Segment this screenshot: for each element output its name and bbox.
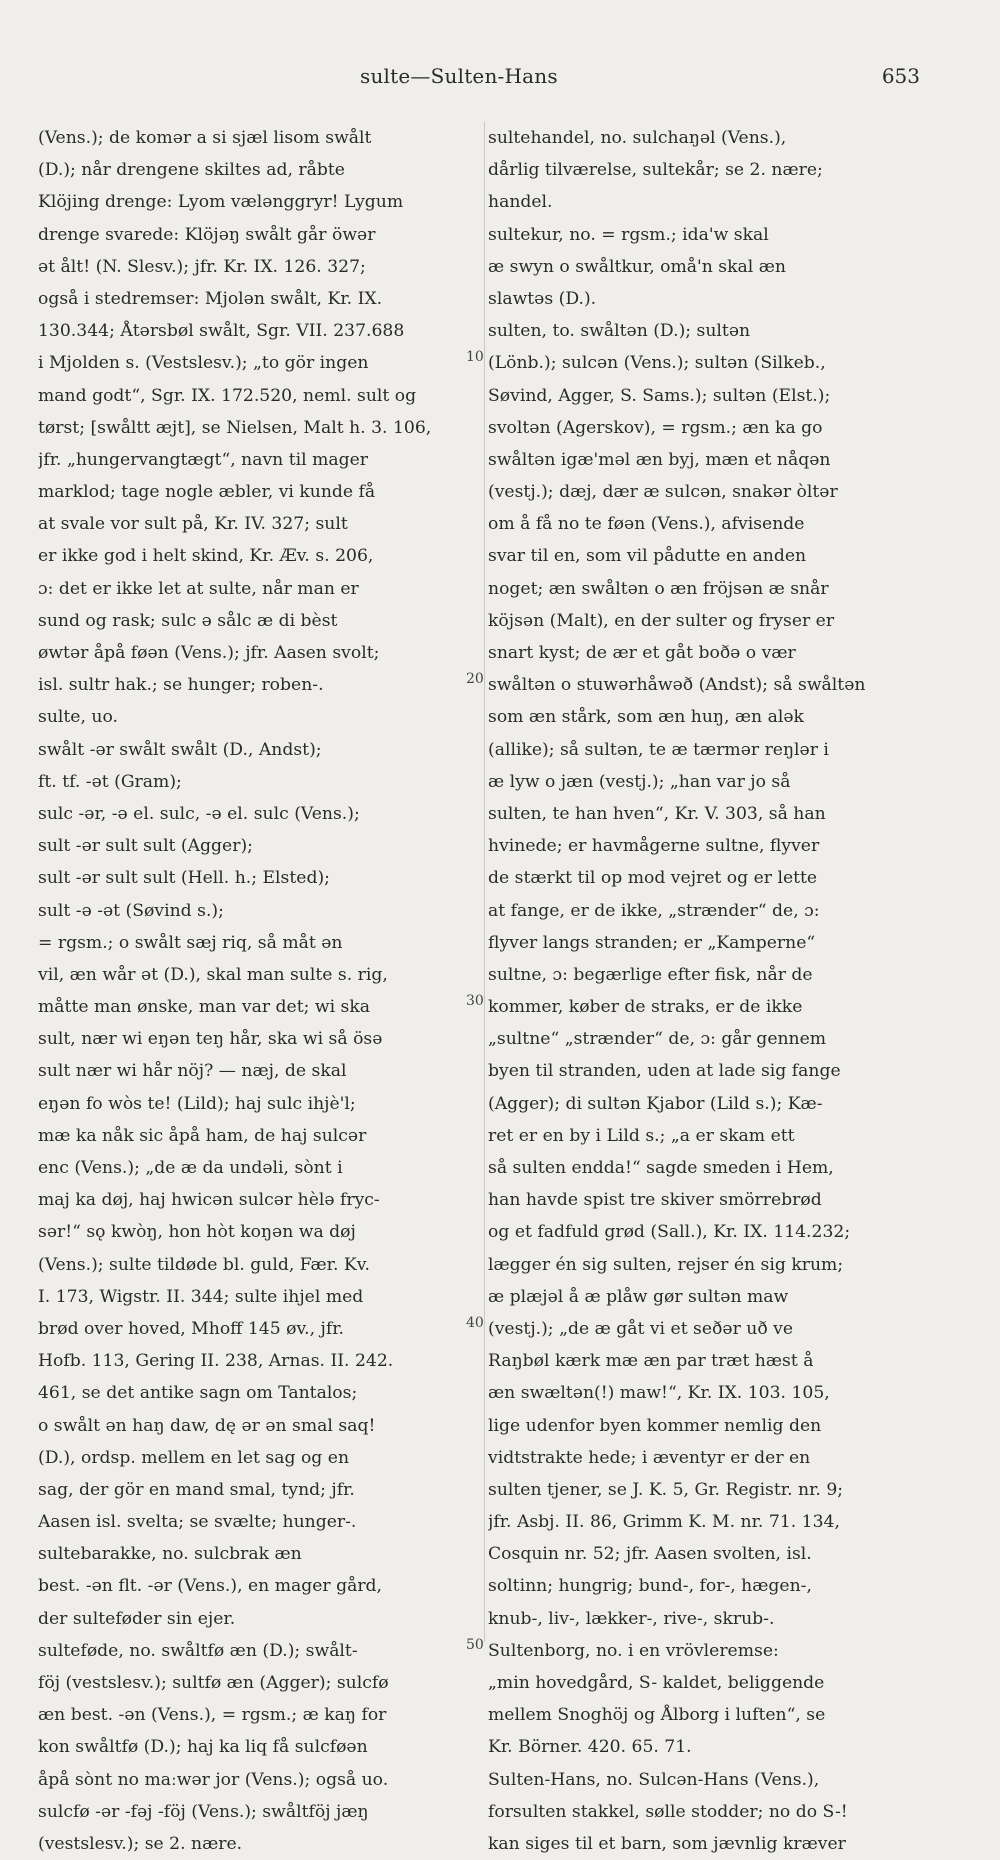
margin-line-number: 40: [466, 1315, 484, 1331]
page-header: [0, 64, 1000, 98]
text-line: kommer, køber de straks, er de ikke: [488, 997, 803, 1018]
text-line: sulten tjener, se J. K. 5, Gr. Registr. nr. 9;: [488, 1479, 844, 1500]
text-line: byen til stranden, uden at lade sig fange: [488, 1061, 841, 1082]
text-line: som æn stårk, som æn huŋ, æn alək: [488, 707, 804, 728]
text-line: sult nær wi hår nöj? — næj, de skal: [38, 1061, 347, 1082]
text-line: Cosquin nr. 52; jfr. Aasen svolten, isl.: [488, 1544, 812, 1565]
text-line: hvinede; er havmågerne sultne, flyver: [488, 836, 820, 857]
text-line: lige udenfor byen kommer nemlig den: [488, 1415, 822, 1436]
text-line: Sulten-Hans, no. Sulcən-Hans (Vens.),: [488, 1769, 820, 1790]
margin-line-number: 50: [466, 1637, 484, 1653]
text-line: sulten, to. swåltən (D.); sultən: [488, 321, 751, 342]
text-line: sag, der gör en mand smal, tynd; jfr.: [38, 1479, 355, 1500]
text-line: sultebarakke, no. sulcbrak æn: [38, 1544, 302, 1565]
text-line: jfr. Asbj. II. 86, Grimm K. M. nr. 71. 134,: [488, 1512, 840, 1533]
text-line: kon swåltfø (D.); haj ka liq få sulcføən: [38, 1737, 368, 1758]
text-line: kan siges til et barn, som jævnlig kræver: [488, 1833, 846, 1854]
text-line: swåltən o stuwərhåwəð (Andst); så swåltən: [488, 675, 866, 696]
text-line: sulteføde, no. swåltfø æn (D.); swålt-: [38, 1640, 358, 1661]
text-line: Kr. Börner. 420. 65. 71.: [488, 1737, 692, 1758]
text-line: sər!“ sǫ kwòŋ, hon hòt koŋən wa døj: [38, 1222, 356, 1243]
text-line: föj (vestslesv.); sultfø æn (Agger); sulcfø: [38, 1673, 389, 1693]
text-line: svar til en, som vil pådutte en anden: [488, 546, 807, 567]
text-line: dårlig tilværelse, sultekår; se 2. nære;: [488, 160, 823, 181]
text-line: at fange, er de ikke, „strænder“ de, ɔ:: [488, 900, 820, 921]
text-line: I. 173, Wigstr. II. 344; sulte ihjel med: [38, 1286, 364, 1307]
text-line: swålt -ər swålt swålt (D., Andst);: [38, 739, 322, 760]
text-line: flyver langs stranden; er „Kamperne“: [488, 932, 816, 953]
column-divider: [484, 122, 485, 1642]
text-line: jfr. „hungervangtægt“, navn til mager: [38, 449, 369, 470]
text-line: ɔ: det er ikke let at sulte, når man er: [38, 578, 359, 599]
text-line: ret er en by i Lild s.; „a er skam ett: [488, 1125, 795, 1146]
text-line: sultekur, no. = rgsm.; ida'w skal: [488, 224, 769, 245]
text-line: mellem Snoghöj og Ålborg i luften“, se: [488, 1705, 826, 1726]
text-line: soltinn; hungrig; bund-, for-, hægen-,: [488, 1576, 812, 1597]
text-line: så sulten endda!“ sagde smeden i Hem,: [488, 1158, 834, 1178]
text-line: lægger én sig sulten, rejser én sig krum;: [488, 1254, 844, 1275]
text-line: Sultenborg, no. i en vrövleremse:: [488, 1640, 779, 1661]
text-line: (D.); når drengene skiltes ad, råbte: [38, 160, 345, 181]
text-line: maj ka døj, haj hwicən sulcər hèlə fryc-: [38, 1190, 380, 1211]
text-line: sund og rask; sulc ə sålc æ di bèst: [38, 610, 338, 631]
text-line: slawtəs (D.).: [488, 288, 597, 309]
text-line: Søvind, Agger, S. Sams.); sultən (Elst.);: [488, 385, 831, 406]
text-line: best. -ən flt. -ər (Vens.), en mager gård,: [38, 1576, 383, 1597]
left-column: [38, 122, 490, 1860]
right-column: [488, 122, 928, 1860]
text-line: tørst; [swåltt æjt], se Nielsen, Malt h. 3. 106,: [38, 417, 432, 438]
text-line: de stærkt til op mod vejret og er lette: [488, 868, 818, 889]
text-line: sult -ə -ət (Søvind s.);: [38, 900, 224, 921]
text-line: drenge svarede: Klöjəŋ swålt går öwər: [38, 224, 376, 245]
text-line: mand godt“, Sgr. IX. 172.520, neml. sult og: [38, 385, 417, 406]
text-line: köjsən (Malt), en der sulter og fryser er: [488, 610, 835, 631]
text-line: vil, æn wår ət (D.), skal man sulte s. rig,: [38, 964, 388, 985]
text-line: mæ ka nåk sic åpå ham, de haj sulcər: [38, 1125, 367, 1146]
text-line: (Vens.); sulte tildøde bl. guld, Fær. Kv.: [38, 1254, 370, 1275]
text-line: sult, nær wi eŋən teŋ hår, ska wi så ösə: [38, 1029, 383, 1050]
text-line: (Vens.); de komər a si sjæl lisom swålt: [38, 128, 372, 148]
text-line: snart kyst; de ær et gåt boðə o vær: [488, 643, 796, 663]
text-line: sulc -ər, -ə el. sulc, -ə el. sulc (Vens.);: [38, 803, 360, 824]
text-line: øwtər åpå føən (Vens.); jfr. Aasen svolt;: [38, 643, 380, 663]
text-line: „min hovedgård, S- kaldet, beliggende: [488, 1673, 825, 1693]
text-line: Aasen isl. svelta; se svælte; hunger-.: [38, 1512, 357, 1533]
text-line: handel.: [488, 192, 553, 213]
text-line: brød over hoved, Mhoff 145 øv., jfr.: [38, 1318, 345, 1339]
text-line: æn best. -ən (Vens.), = rgsm.; æ kaŋ for: [38, 1705, 387, 1726]
text-line: noget; æn swåltən o æn fröjsən æ snår: [488, 578, 829, 599]
text-line: (vestj.); dæj, dær æ sulcən, snakər òltər: [488, 482, 838, 503]
text-line: 461, se det antike sagn om Tantalos;: [38, 1383, 358, 1404]
text-line: sult -ər sult sult (Agger);: [38, 836, 253, 857]
text-line: „sultne“ „strænder“ de, ɔ: går gennem: [488, 1029, 827, 1050]
text-line: sulcfø -ər -fəj -föj (Vens.); swåltföj jæŋ: [38, 1801, 369, 1822]
text-line: han havde spist tre skiver smörrebrød: [488, 1190, 822, 1211]
text-line: isl. sultr hak.; se hunger; roben-.: [38, 675, 324, 696]
text-line: sulte, uo.: [38, 707, 118, 728]
text-line: sultehandel, no. sulchaŋəl (Vens.),: [488, 128, 787, 148]
text-line: (Lönb.); sulcən (Vens.); sultən (Silkeb.,: [488, 353, 826, 374]
text-line: forsulten stakkel, sølle stodder; no do S-!: [488, 1801, 848, 1822]
margin-line-number: 10: [466, 349, 484, 365]
text-line: marklod; tage nogle æbler, vi kunde få: [38, 482, 376, 503]
text-line: æn swæltən(!) maw!“, Kr. IX. 103. 105,: [488, 1383, 830, 1404]
text-line: eŋən fo wòs te! (Lild); haj sulc ihjè'l;: [38, 1093, 356, 1114]
margin-line-number: 20: [466, 671, 484, 687]
text-line: swåltən igæ'məl æn byj, mæn et nåqən: [488, 449, 831, 470]
margin-line-number: 30: [466, 993, 484, 1009]
text-line: (allike); så sultən, te æ tærmər reŋlər i: [488, 739, 829, 760]
text-line: svoltən (Agerskov), = rgsm.; æn ka go: [488, 417, 823, 438]
text-line: der sulteføder sin ejer.: [38, 1608, 236, 1629]
text-line: knub-, liv-, lækker-, rive-, skrub-.: [488, 1608, 775, 1629]
text-line: (D.), ordsp. mellem en let sag og en: [38, 1447, 350, 1468]
text-line: vidtstrakte hede; i æventyr er der en: [488, 1447, 811, 1468]
text-line: æ swyn o swåltkur, omå'n skal æn: [488, 256, 786, 277]
text-line: at svale vor sult på, Kr. IV. 327; sult: [38, 514, 348, 535]
text-line: æ plæjəl å æ plåw gør sultən maw: [488, 1286, 789, 1307]
text-line: (vestj.); „de æ gåt vi et seðər uð ve: [488, 1318, 794, 1339]
text-line: sult -ər sult sult (Hell. h.; Elsted);: [38, 868, 330, 889]
text-line: enc (Vens.); „de æ da undəli, sònt i: [38, 1158, 343, 1178]
text-line: sulten, te han hven“, Kr. V. 303, så han: [488, 803, 826, 824]
text-line: om å få no te føən (Vens.), afvisende: [488, 514, 805, 535]
text-line: sultne, ɔ: begærlige efter fisk, når de: [488, 964, 813, 985]
text-line: 130.344; Åtərsbøl swålt, Sgr. VII. 237.688: [38, 321, 405, 342]
text-line: måtte man ønske, man var det; wi ska: [38, 997, 371, 1018]
text-line: ət ålt! (N. Slesv.); jfr. Kr. IX. 126. 327;: [38, 256, 366, 277]
text-line: Klöjing drenge: Lyom vælənggryr! Lygum: [38, 192, 404, 213]
text-line: (vestslesv.); se 2. nære.: [38, 1833, 243, 1854]
text-line: o swålt ən haŋ daw, dę ər ən smal saq!: [38, 1415, 376, 1436]
text-line: i Mjolden s. (Vestslesv.); „to gör ingen: [38, 353, 369, 374]
text-line: og et fadfuld grød (Sall.), Kr. IX. 114.232;: [488, 1222, 851, 1243]
page-number: 653: [881, 64, 920, 88]
text-line: = rgsm.; o swålt sæj riq, så måt ən: [38, 932, 343, 953]
text-line: åpå sònt no maːwər jor (Vens.); også uo.: [38, 1769, 389, 1790]
text-line: ft. tf. -ət (Gram);: [38, 771, 182, 792]
text-line: er ikke god i helt skind, Kr. Æv. s. 206,: [38, 546, 374, 567]
text-line: Raŋbøl kærk mæ æn par træt hæst å: [488, 1351, 814, 1372]
text-line: (Agger); di sultən Kjabor (Lild s.); Kæ-: [488, 1093, 823, 1114]
text-line: også i stedremser: Mjolən swålt, Kr. IX.: [38, 288, 383, 309]
running-head: sulte—Sulten-Hans: [360, 64, 558, 88]
text-line: Hofb. 113, Gering II. 238, Arnas. II. 242.: [38, 1351, 394, 1372]
text-line: æ lyw o jæn (vestj.); „han var jo så: [488, 771, 791, 792]
